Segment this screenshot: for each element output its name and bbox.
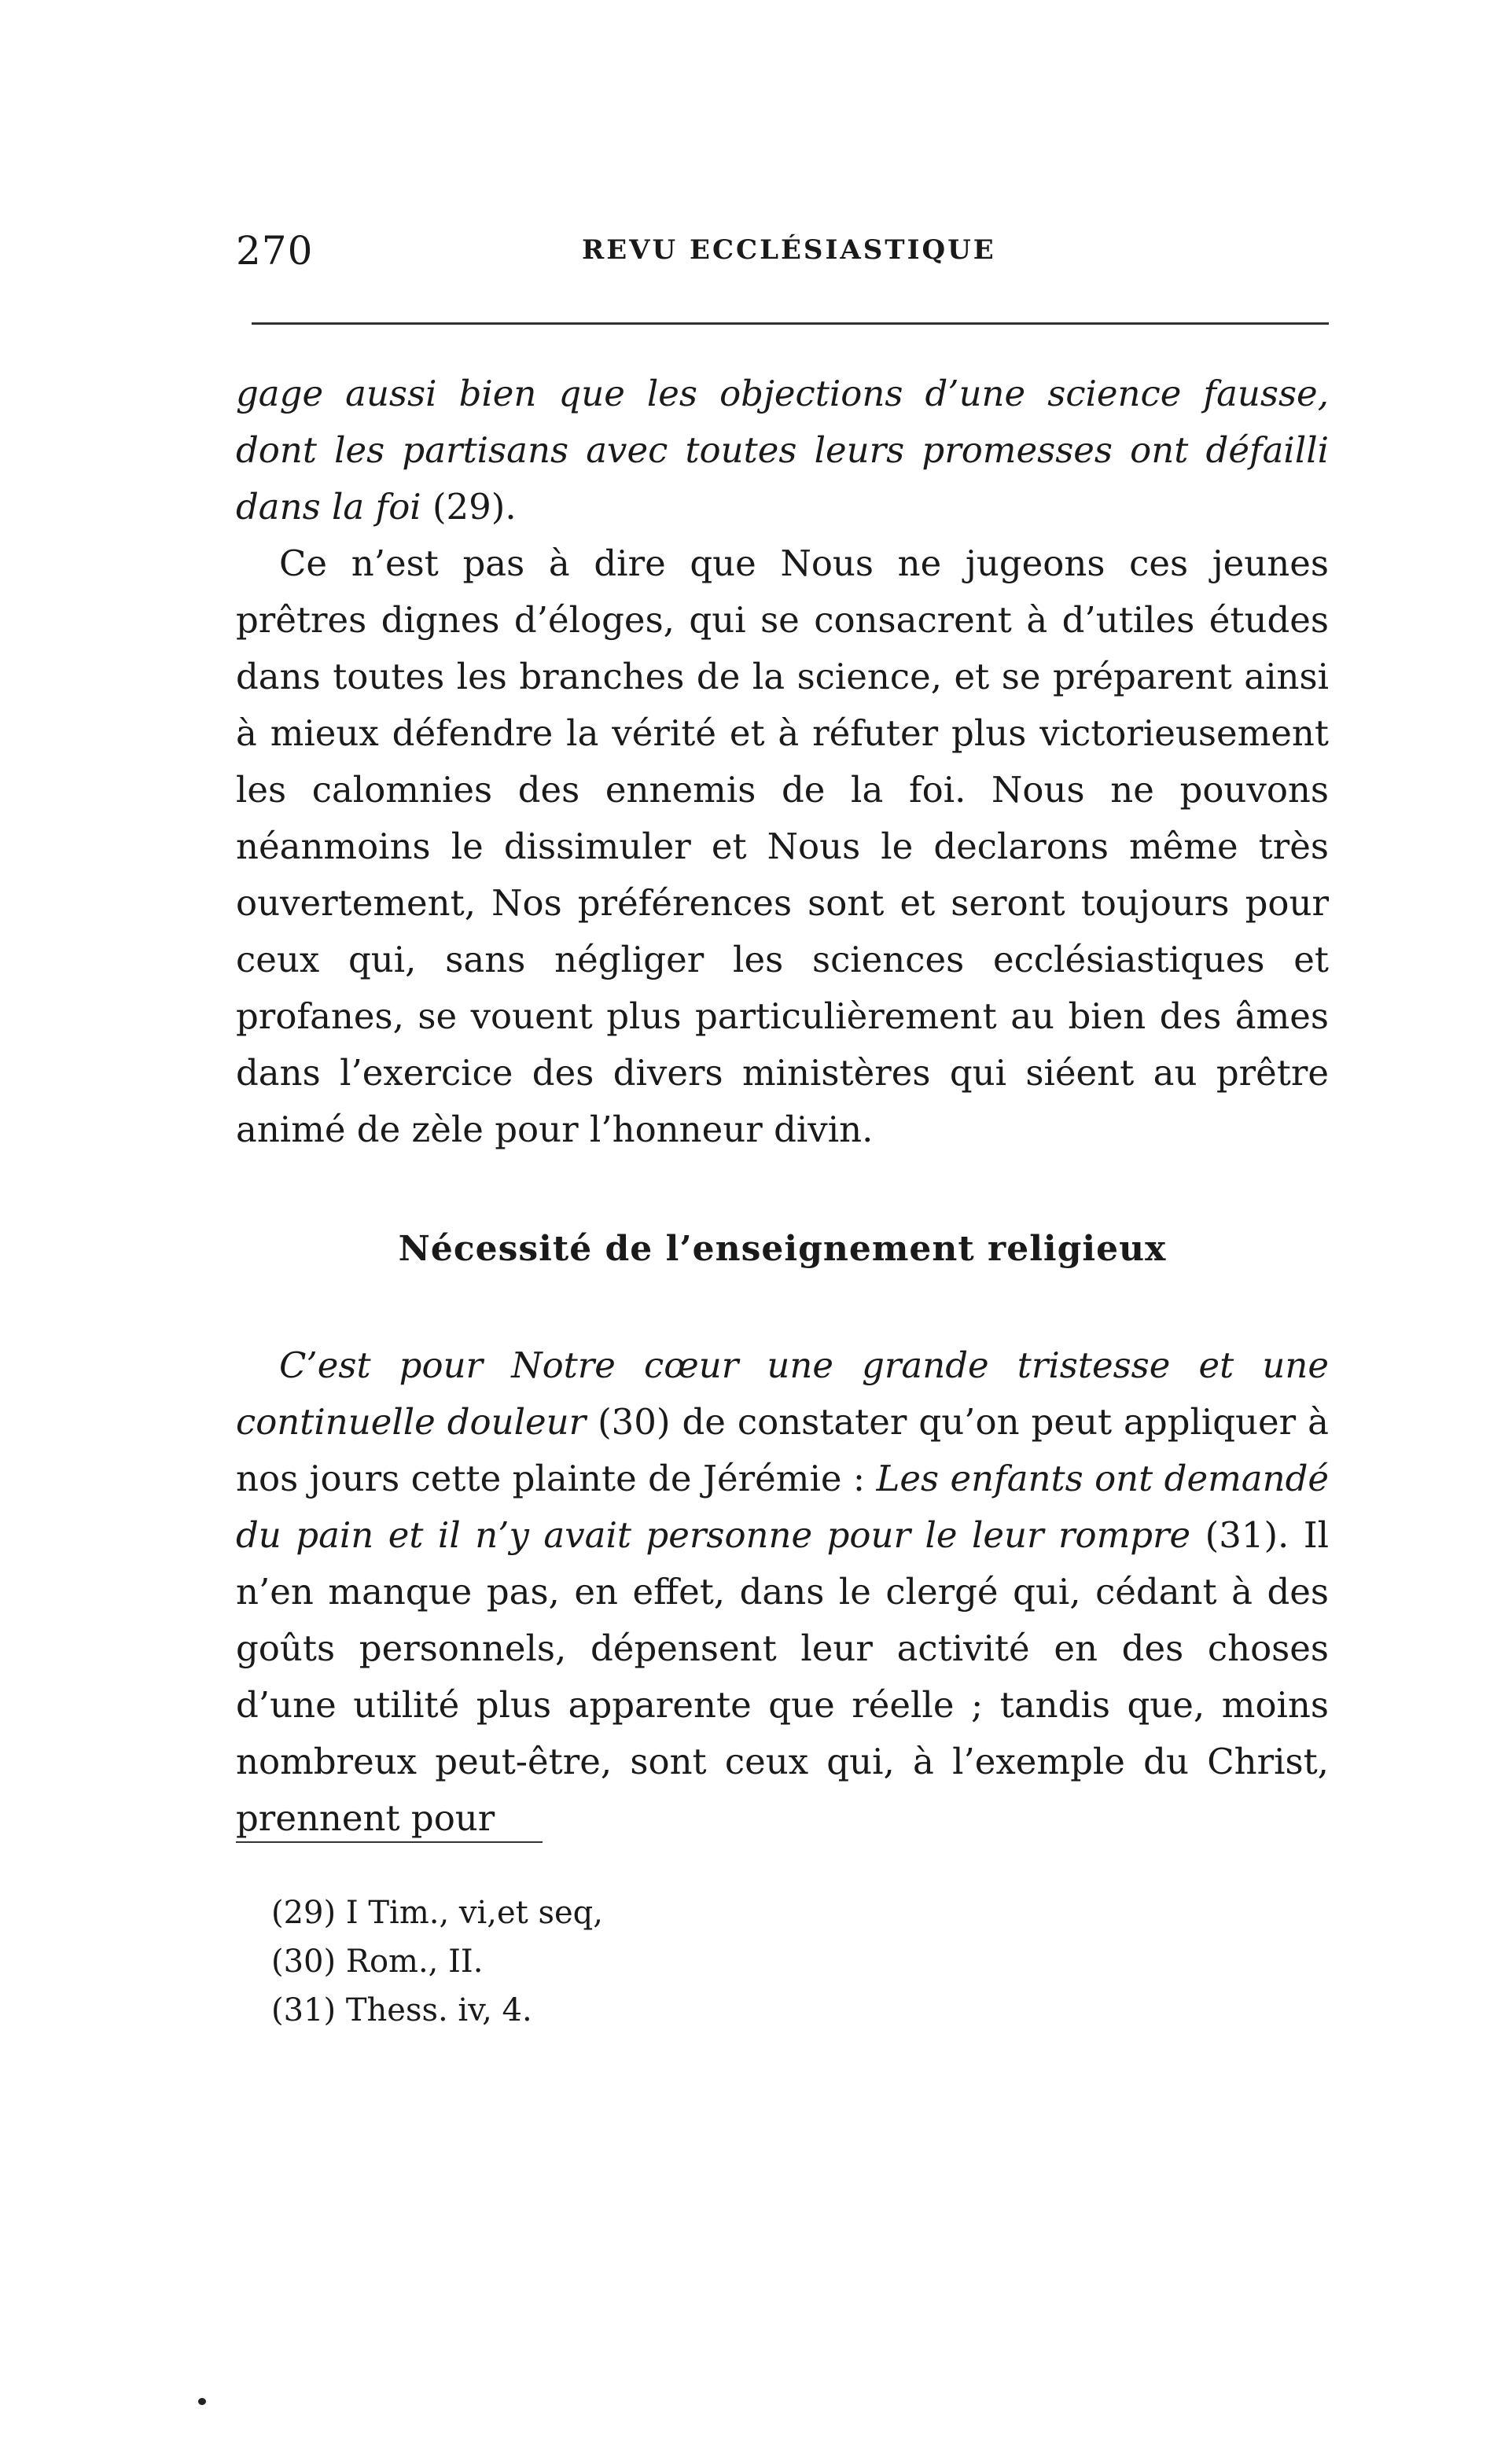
- paragraph-teaching-italic-1: C’est pour Notre cœur une grande tristesse et une continuelle douleur: [236, 1344, 1329, 1443]
- page-number: 270: [236, 228, 314, 274]
- paragraph-teaching: [236, 1337, 1329, 1847]
- paragraph-continuation-italic: gage aussi bien que les objections d’une science fausse, dont les partisans avec toutes leurs promesses ont défailli dans la foi: [236, 373, 1329, 528]
- paragraph-teaching-italic-2: Les enfants ont demandé du pain et il n’y avait personne pour le leur rompre: [236, 1458, 1330, 1556]
- running-title: REVU ECCLÉSIASTIQUE: [582, 234, 996, 266]
- paragraph-teaching-text-2: (31). Il n’en manque pas, en effet, dans le clergé qui, cédant à des goûts personnels, dépensent leur activité en des choses d’une utilité plus apparente que réelle ; tandis que, moins nombreux peut-être, sont ceux qui, à l’exemple du Christ, prennent pour: [236, 1514, 1329, 1839]
- paragraph-preferences: Ce n’est pas à dire que Nous ne jugeons ces jeunes prêtres dignes d’éloges, qui se consacrent à d’utiles études dans toutes les branches de la science, et se préparent ainsi à mieux défendre la vérité et à réfuter plus victorieusement les calomnies des ennemis de la foi. Nous ne pouvons néanmoins le dissimuler et Nous le declarons même très ouvertement, Nos préférences sont et seront toujours pour ceux qui, sans négliger les sciences ecclésiastiques et profanes, se vouent plus particulièrement au bien des âmes dans l’exercice des divers ministères qui siéent au prêtre animé de zèle pour l’honneur divin.: [236, 542, 1329, 1150]
- footnote-rule: [236, 1841, 543, 1843]
- paragraph-teaching-text-1: (30) de constater qu’on peut appliquer à nos jours cette plainte de Jérémie :: [236, 1401, 1329, 1499]
- footnote-30: (30) Rom., II.: [271, 1944, 484, 1980]
- footnote-31: (31) Thess. iv, 4.: [271, 1992, 532, 2028]
- page-header: [236, 212, 1329, 275]
- document-page: [236, 212, 1330, 2028]
- section-heading: Nécessité de l’enseignement religieux: [398, 1229, 1167, 1269]
- footnote-ref-29: (29).: [421, 486, 517, 528]
- paragraph-continuation: [236, 366, 1329, 535]
- body-text: [236, 366, 1329, 1847]
- footnotes: [271, 1889, 603, 2035]
- ink-speck: [198, 2398, 206, 2405]
- header-rule: [252, 322, 1329, 325]
- footnote-29: (29) I Tim., vi,et seq,: [271, 1895, 603, 1931]
